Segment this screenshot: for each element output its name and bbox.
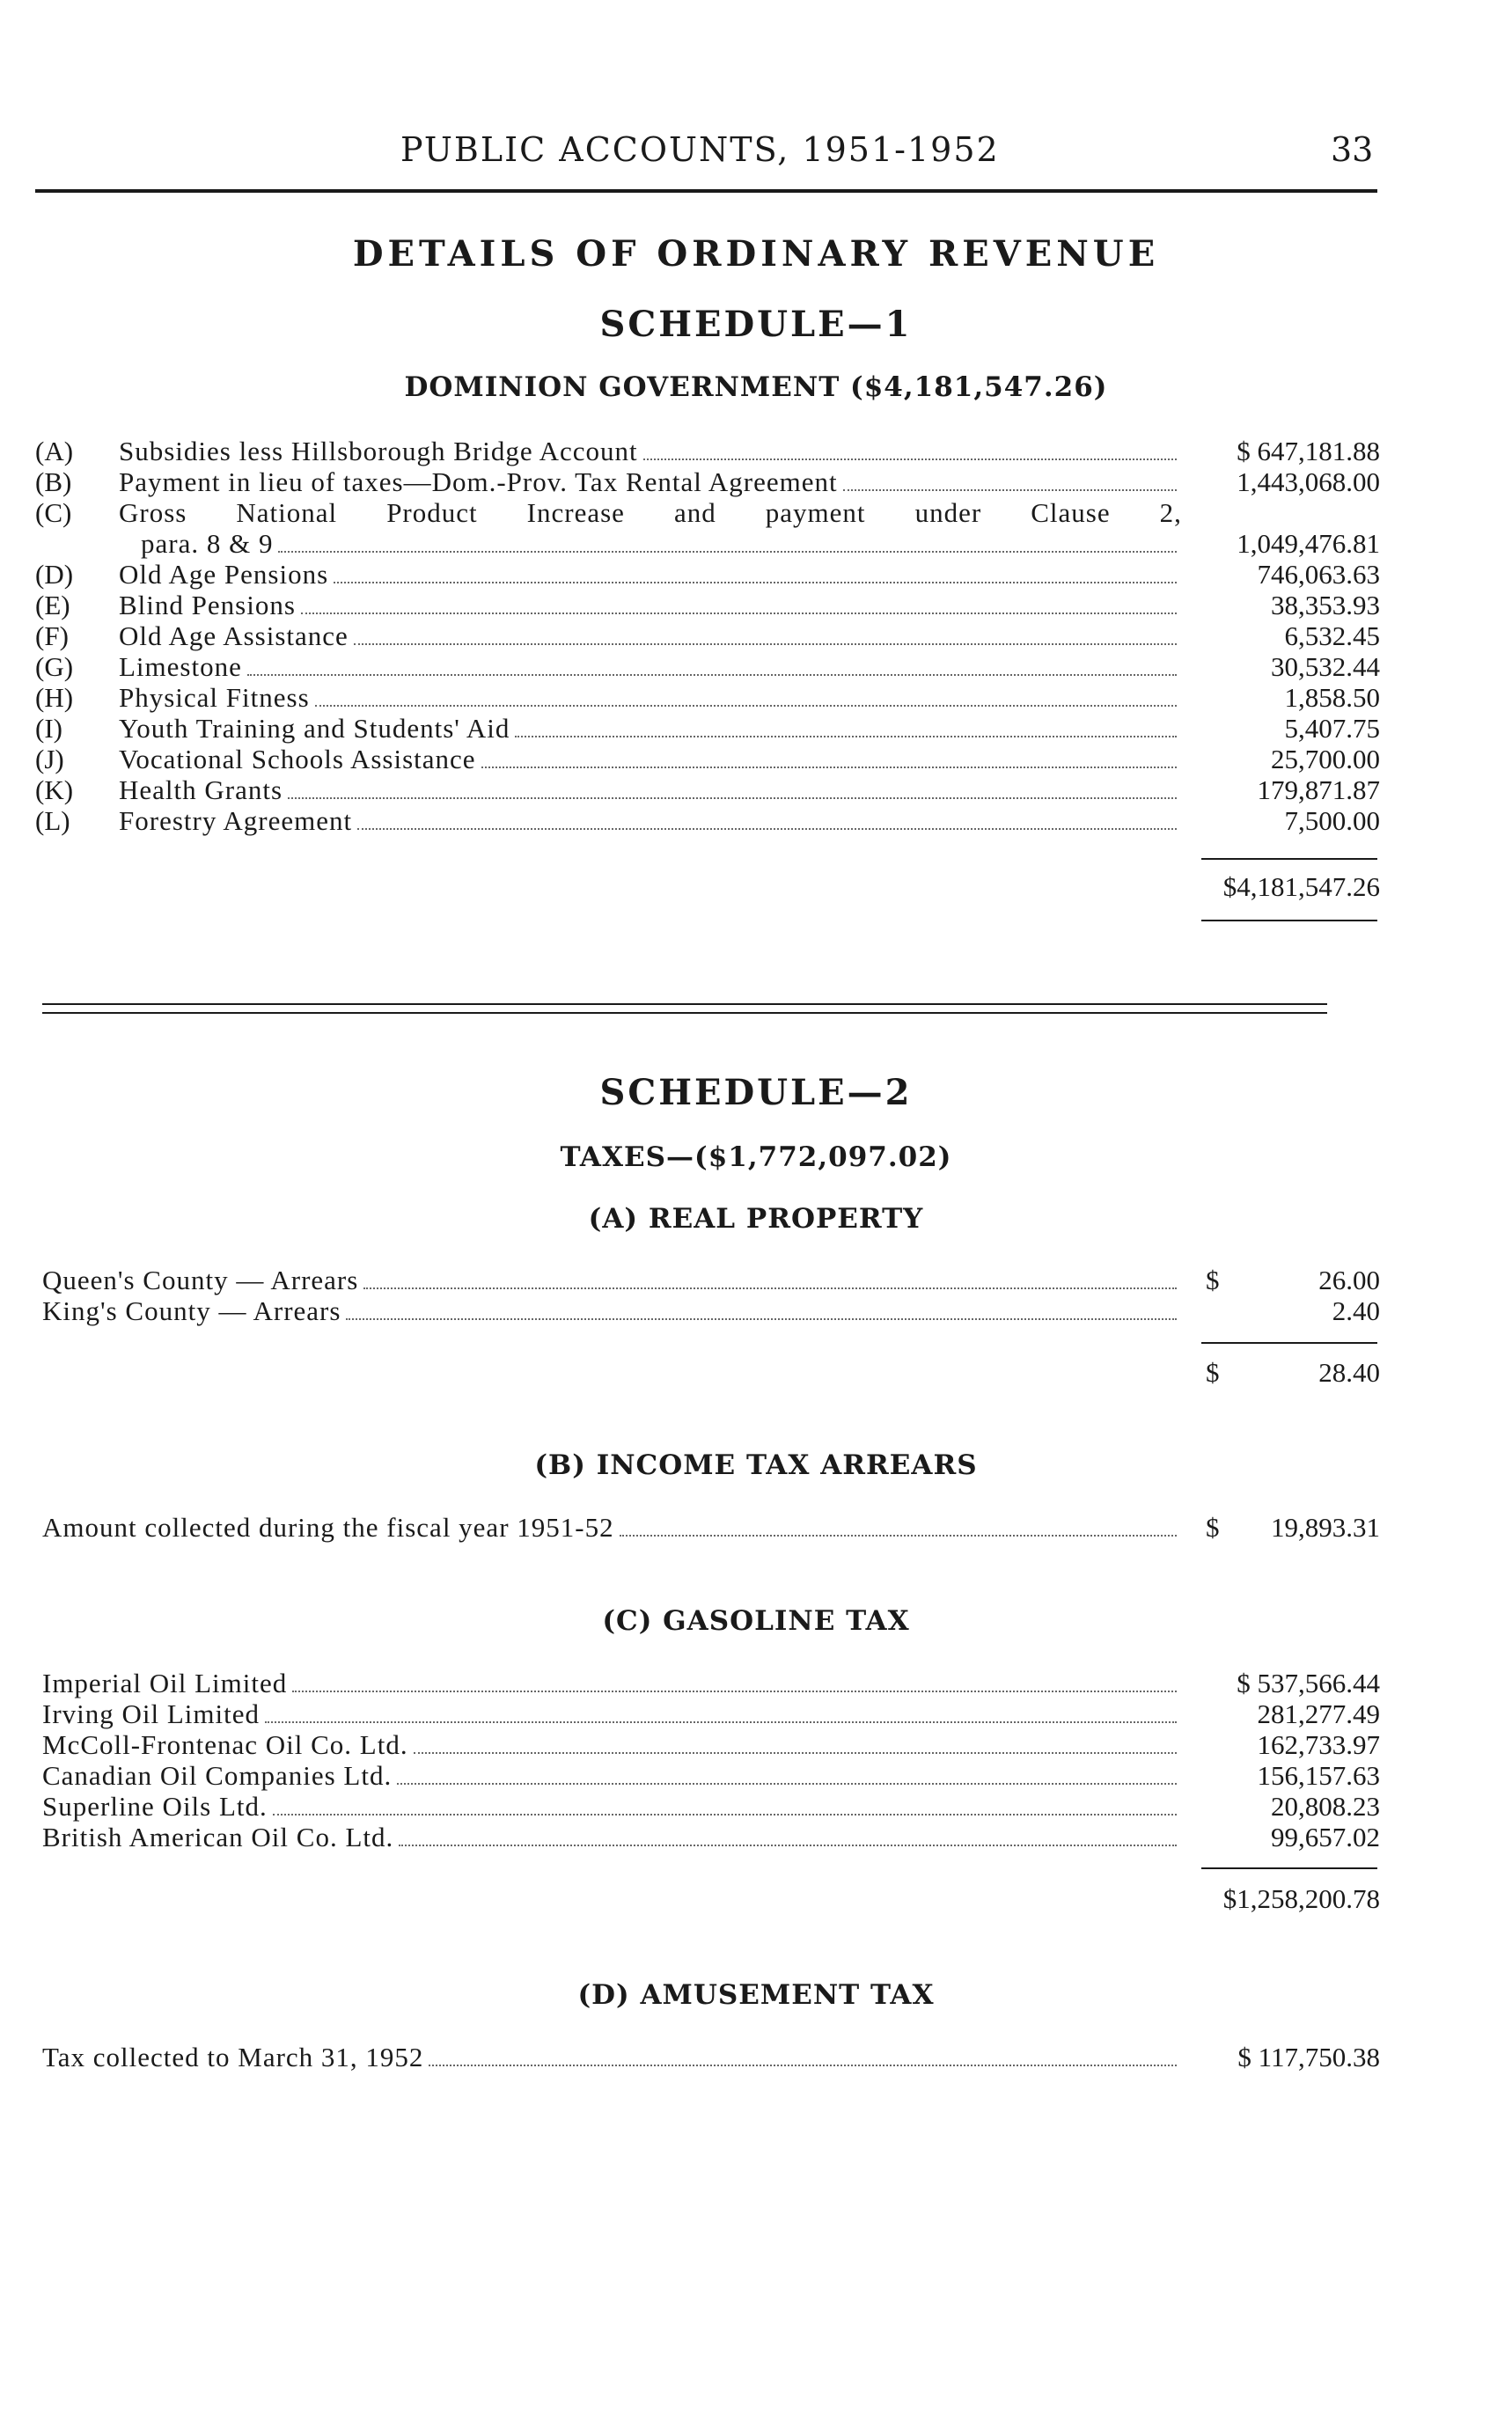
table-row <box>0 713 1512 744</box>
item-letter: (H) <box>35 682 74 713</box>
table-row <box>0 590 1512 620</box>
real-property-heading: (A) REAL PROPERTY <box>588 1203 924 1235</box>
dot-leader <box>273 1813 1177 1815</box>
table-row <box>0 682 1512 713</box>
item-letter: (J) <box>35 744 64 774</box>
dot-leader <box>292 1690 1177 1692</box>
subtotal-rule <box>1201 1342 1377 1344</box>
amusement-tax-heading: (D) AMUSEMENT TAX <box>577 1979 935 2011</box>
item-description: Health Grants <box>119 774 283 805</box>
subtotal-rule <box>1201 858 1377 860</box>
item-letter: (K) <box>35 774 74 805</box>
subtotal-rule <box>1201 1867 1377 1869</box>
dot-leader <box>643 458 1177 460</box>
item-description-word: and <box>673 497 716 528</box>
section-separator <box>42 1012 1327 1014</box>
item-letter: (F) <box>35 620 69 651</box>
item-description-word: under <box>914 497 982 528</box>
dot-leader <box>481 766 1177 768</box>
gasoline-tax-heading: (C) GASOLINE TAX <box>602 1605 910 1637</box>
dot-leader <box>301 612 1177 614</box>
item-amount: 1,049,476.81 <box>1237 528 1380 559</box>
table-row <box>0 774 1512 805</box>
real-property-total: 28.40 <box>1318 1357 1380 1388</box>
item-amount: 38,353.93 <box>1271 590 1380 620</box>
item-description-word: 2, <box>1159 497 1182 528</box>
item-description-continuation: para. 8 & 9 <box>141 528 274 559</box>
item-amount: $ 117,750.38 <box>1237 2042 1380 2072</box>
item-currency: $ <box>1206 1265 1220 1295</box>
running-head <box>0 130 1512 183</box>
gasoline-tax-table <box>0 1668 1512 1852</box>
dot-leader <box>315 704 1177 707</box>
item-amount: 156,157.63 <box>1257 1760 1380 1791</box>
dot-leader <box>397 1782 1177 1785</box>
dot-leader <box>265 1720 1177 1723</box>
item-description: British American Oil Co. Ltd. <box>42 1822 394 1852</box>
section-separator <box>42 1003 1327 1005</box>
dot-leader <box>843 488 1177 491</box>
dot-leader <box>288 796 1177 799</box>
table-row <box>0 1512 1512 1543</box>
item-description-word: Product <box>386 497 478 528</box>
item-amount: 6,532.45 <box>1284 620 1380 651</box>
item-amount: 179,871.87 <box>1257 774 1380 805</box>
item-description: Youth Training and Students' Aid <box>119 713 510 744</box>
table-row <box>0 436 1512 466</box>
table-row <box>0 1760 1512 1791</box>
dot-leader <box>414 1751 1177 1754</box>
dot-leader <box>429 2064 1177 2066</box>
dot-leader <box>334 581 1177 583</box>
schedule1-title: SCHEDULE—1 <box>599 304 913 345</box>
table-row <box>0 651 1512 682</box>
table-row <box>0 2042 1512 2072</box>
income-tax-heading: (B) INCOME TAX ARREARS <box>534 1449 978 1481</box>
item-description: Old Age Assistance <box>119 620 349 651</box>
item-description: Queen's County — Arrears <box>42 1265 359 1295</box>
item-description-word: National <box>236 497 338 528</box>
item-description: Amount collected during the fiscal year 1951-52 <box>42 1512 614 1543</box>
item-letter: (E) <box>35 590 70 620</box>
item-description: McColl-Frontenac Oil Co. Ltd. <box>42 1729 408 1760</box>
dot-leader <box>399 1844 1177 1846</box>
dot-leader <box>363 1287 1177 1289</box>
item-amount: 1,858.50 <box>1284 682 1380 713</box>
item-amount: $ 647,181.88 <box>1237 436 1380 466</box>
dot-leader <box>278 550 1177 553</box>
dot-leader <box>346 1317 1177 1320</box>
schedule1-subtitle: DOMINION GOVERNMENT ($4,181,547.26) <box>404 371 1108 403</box>
item-description: Blind Pensions <box>119 590 296 620</box>
item-letter: (L) <box>35 805 70 836</box>
table-row <box>0 1822 1512 1852</box>
table-row <box>0 559 1512 590</box>
item-description-word: payment <box>765 497 866 528</box>
table-row <box>0 1265 1512 1295</box>
item-description-word: Increase <box>526 497 625 528</box>
item-amount: 746,063.63 <box>1257 559 1380 590</box>
table-row <box>0 1698 1512 1729</box>
item-amount: 25,700.00 <box>1271 744 1380 774</box>
dot-leader <box>515 735 1177 737</box>
item-description: King's County — Arrears <box>42 1295 341 1326</box>
item-letter: (A) <box>35 436 74 466</box>
item-amount: 30,532.44 <box>1271 651 1380 682</box>
item-description: Payment in lieu of taxes—Dom.-Prov. Tax Rental Agreement <box>119 466 838 497</box>
schedule1-table <box>0 436 1512 836</box>
dot-leader <box>247 673 1177 676</box>
item-letter: (C) <box>35 497 72 528</box>
dot-leader <box>357 827 1177 830</box>
item-letter: (G) <box>35 651 74 682</box>
item-description: Imperial Oil Limited <box>42 1668 288 1698</box>
item-letter: (I) <box>35 713 62 744</box>
total-rule <box>1201 920 1377 921</box>
running-head-title: PUBLIC ACCOUNTS, 1951-1952 <box>400 130 1000 169</box>
item-description: Subsidies less Hillsborough Bridge Account <box>119 436 638 466</box>
item-description: Superline Oils Ltd. <box>42 1791 268 1822</box>
item-description: Vocational Schools Assistance <box>119 744 476 774</box>
income-tax-table <box>0 1512 1512 1543</box>
table-row <box>0 1295 1512 1326</box>
main-title: DETAILS OF ORDINARY REVENUE <box>352 233 1160 275</box>
table-row <box>0 1791 1512 1822</box>
table-row <box>0 466 1512 497</box>
real-property-table <box>0 1265 1512 1326</box>
header-rule <box>35 189 1377 193</box>
page-number: 33 <box>1331 130 1374 169</box>
item-description: Old Age Pensions <box>119 559 329 590</box>
item-description-word: Gross <box>119 497 187 528</box>
real-property-total-currency: $ <box>1206 1357 1220 1388</box>
table-row <box>0 1729 1512 1760</box>
dot-leader <box>354 642 1177 645</box>
item-amount: 26.00 <box>1318 1265 1380 1295</box>
item-amount: 19,893.31 <box>1271 1512 1380 1543</box>
item-description-word: Clause <box>1031 497 1111 528</box>
schedule2-title: SCHEDULE—2 <box>599 1072 913 1113</box>
amusement-tax-table <box>0 2042 1512 2072</box>
table-row <box>0 805 1512 836</box>
item-letter: (B) <box>35 466 72 497</box>
item-description: Limestone <box>119 651 242 682</box>
item-amount: 20,808.23 <box>1271 1791 1380 1822</box>
table-row <box>0 1668 1512 1698</box>
item-currency: $ <box>1206 1512 1220 1543</box>
item-amount: 1,443,068.00 <box>1237 466 1380 497</box>
item-amount: 162,733.97 <box>1257 1729 1380 1760</box>
table-row <box>0 620 1512 651</box>
item-amount: 5,407.75 <box>1284 713 1380 744</box>
table-row <box>0 497 1512 528</box>
item-amount: $ 537,566.44 <box>1237 1668 1380 1698</box>
item-amount: 99,657.02 <box>1271 1822 1380 1852</box>
item-amount: 7,500.00 <box>1284 805 1380 836</box>
table-row <box>0 744 1512 774</box>
item-amount: 2.40 <box>1332 1295 1380 1326</box>
item-description: Canadian Oil Companies Ltd. <box>42 1760 393 1791</box>
gasoline-tax-total: $1,258,200.78 <box>1222 1883 1380 1914</box>
table-row-continuation <box>0 528 1512 559</box>
item-description: Forestry Agreement <box>119 805 353 836</box>
item-description: Physical Fitness <box>119 682 310 713</box>
item-description: Irving Oil Limited <box>42 1698 261 1729</box>
item-amount: 281,277.49 <box>1257 1698 1380 1729</box>
dot-leader <box>620 1534 1177 1537</box>
item-letter: (D) <box>35 559 74 590</box>
schedule1-total: $4,181,547.26 <box>1222 871 1380 902</box>
item-description: Tax collected to March 31, 1952 <box>42 2042 424 2072</box>
item-description <box>119 497 1182 528</box>
schedule2-subtitle: TAXES—($1,772,097.02) <box>560 1141 952 1173</box>
